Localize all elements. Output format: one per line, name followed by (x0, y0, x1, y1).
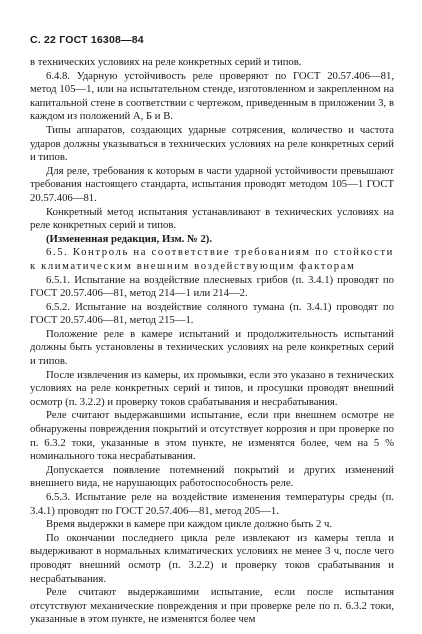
paragraph: Положение реле в камере испытаний и продолжительность испытаний должны быть установлены в технических условиях на реле конкретных серий и типов. (30, 327, 394, 368)
paragraph: 6.5.1. Испытание на воздействие плесневых грибов (п. 3.4.1) проводят по ГОСТ 20.57.406—81, метод 214—1 или 214—2. (30, 273, 394, 300)
paragraph: Реле считают выдержавшими испытание, если при внешнем осмотре не обнаружены повреждения покрытий и отсутствует коррозия и при проверке по п. 6.3.2 токи, указанные в этом пункте, не изменятся более, чем на 5 % номинального тока несрабатывания. (30, 409, 394, 463)
paragraph: Время выдержки в камере при каждом цикле должно быть 2 ч. (46, 518, 333, 531)
paragraph: 6.5.3. Испытание реле на воздействие изменения температуры среды (п. 3.4.1) проводят по ГОСТ 20.57.406—81, метод 205—1. (30, 491, 394, 517)
paragraph: После извлечения из камеры, их промывки, если это указано в технических условиях на реле конкретных серий и типов, и просушки проводят внешний осмотр (п. 3.2.2) и проверку токов срабатывания и несрабатывания. (30, 368, 394, 408)
paragraph: Типы аппаратов, создающих ударные сотрясения, количество и частота ударов должны указываться в технических условиях на реле конкретных серий и типов. (30, 123, 394, 164)
page-header: С. 22 ГОСТ 16308—84 (30, 34, 144, 46)
paragraph: 6.4.8. Ударную устойчивость реле проверяют по ГОСТ 20.57.406—81, метод 105—1, или на испытательном стенде, изготовленном и закрепленном на капитальной стене в соответствии с чертежом, приведенным в приложении 3, в каждом из положений А, Б и В. (30, 69, 394, 123)
document-body (30, 56, 394, 627)
paragraph: Конкретный метод испытания устанавливают в технических условиях на реле конкретных серий и типов. (30, 205, 394, 232)
paragraph: По окончании последнего цикла реле извлекают из камеры тепла и выдерживают в нормальных климатических условиях не менее 3 ч, после чего проводят внешний осмотр (п. 3.2.2) и проверку токов срабатывания и несрабатывания. (30, 531, 394, 585)
paragraph: Допускается появление потемнений покрытий и других изменений внешнего вида, не нарушающих работоспособность реле. (30, 463, 394, 490)
paragraph: Для реле, требования к которым в части ударной устойчивости превышают требования настоящего стандарта, испытания проводят методом 105—1 ГОСТ 20.57.406—81. (30, 164, 394, 204)
paragraph: 6.5.2. Испытание на воздействие соляного тумана (п. 3.4.1) проводят по ГОСТ 20.57.406—81, метод 215—1. (30, 300, 394, 327)
paragraph: Реле считают выдержавшими испытание, если после испытания отсутствуют механические повреждения и при проверке реле по п. 6.3.2 токи, указанные в этом пункте, не изменятся более чем (30, 586, 394, 626)
paragraph: в технических условиях на реле конкретных серий и типов. (30, 56, 302, 68)
paragraph: 6.5. Контроль на соответствие требованиям по стойкости к климатическим внешним воздействующим факторам (30, 246, 394, 272)
paragraph: (Измененная редакция, Изм. № 2). (46, 232, 213, 245)
